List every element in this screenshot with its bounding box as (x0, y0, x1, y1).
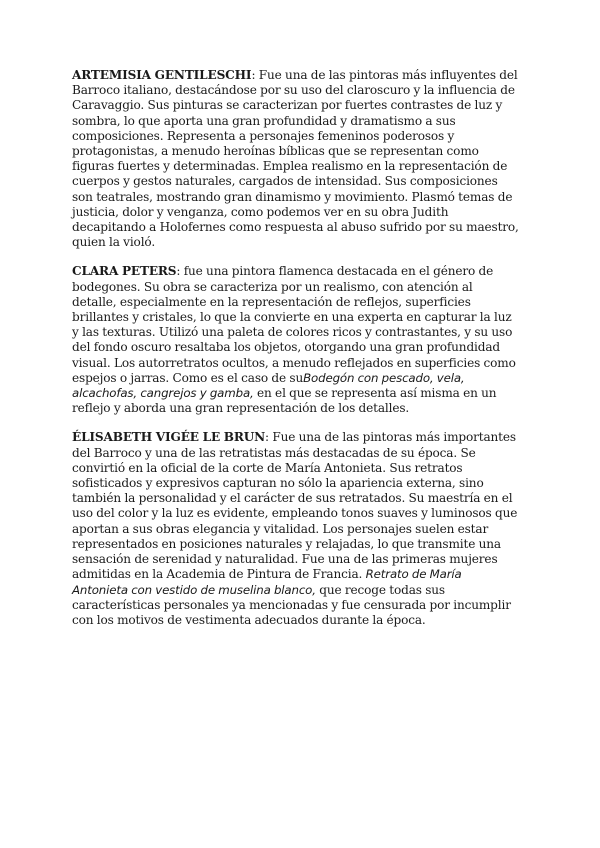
paragraph-text: : fue una pintora flamenca destacada en el género de bodegones. Su obra se caracteriza por un realismo, con atención al detalle, especialmente en la representación de reflejos, superficies brillantes y cristales, lo que la convierte en una experta en capturar la luz y las texturas. Utilizó una paleta de colores ricos y contrastantes, y su uso del fondo oscuro resaltaba los objetos, otorgando una gran profundidad visual. Los autorretratos ocultos, a menudo reflejados en superficies como espejos o jarras. Como es el caso de su (72, 264, 516, 385)
artist-name: ARTEMISIA GENTILESCHI (72, 68, 252, 82)
paragraph-text: que recoge todas sus características personales ya mencionadas y fue censurada por incumplir con los motivos de vestimenta adecuados durante la época. (72, 582, 511, 627)
artist-name: CLARA PETERS (72, 264, 177, 279)
artwork-title: Retrato de María Antonieta con vestido de muselina blanco, (72, 567, 462, 597)
paragraph-text: : Fue una de las pintoras más influyentes del Barroco italiano, destacándose por su uso del claroscuro y la influencia de Caravaggio. Sus pinturas se caracterizan por fuertes contrastes de luz y sombra, lo que aporta una gran profundidad y dramatismo a sus composiciones. Representa a personajes femeninos poderosos y protagonistas, a menudo heroínas bíblicas que se representan como figuras fuertes y determinadas. Emplea realismo en la representación de cuerpos y gestos naturales, cargados de intensidad. Sus composiciones son teatrales, mostrando gran dinamismo y movimiento. Plasmó temas de justicia, dolor y venganza, como podemos ver en su obra Judith decapitando a Holofernes como respuesta al abuso sufrido por su maestro, quien la violó. (72, 68, 519, 250)
artwork-title: Bodegón con pescado, vela, alcachofas, cangrejos y gamba, (72, 370, 465, 401)
paragraph-text: : Fue una de las pintoras más importantes del Barroco y una de las retratistas más destacadas de su época. Se convirtió en la oficial de la corte de María Antonieta. Sus retratos sofisticados y expresivos capturan no sólo la apariencia externa, sino también la personalidad y el carácter de sus retratados. Su maestría en el uso del color y la luz es evidente, empleando tonos suaves y luminosos que aportan a sus obras elegancia y vitalidad. Los personajes suelen estar representados en posiciones naturales y relajadas, lo que transmite una sensación de serenidad y naturalidad. Fue una de las primeras mujeres admitidas en la Academia de Pintura de Francia. (72, 430, 518, 582)
paragraph-elisabeth-vigee-le-brun (72, 430, 520, 628)
paragraph-artemisia-gentileschi (72, 68, 520, 250)
paragraph-text: en el que se representa así misma en un reflejo y aborda una gran representación de los detalles. (72, 386, 497, 416)
artist-name: ÉLISABETH VIGÉE LE BRUN (72, 430, 266, 445)
paragraph-clara-peters (72, 264, 520, 416)
